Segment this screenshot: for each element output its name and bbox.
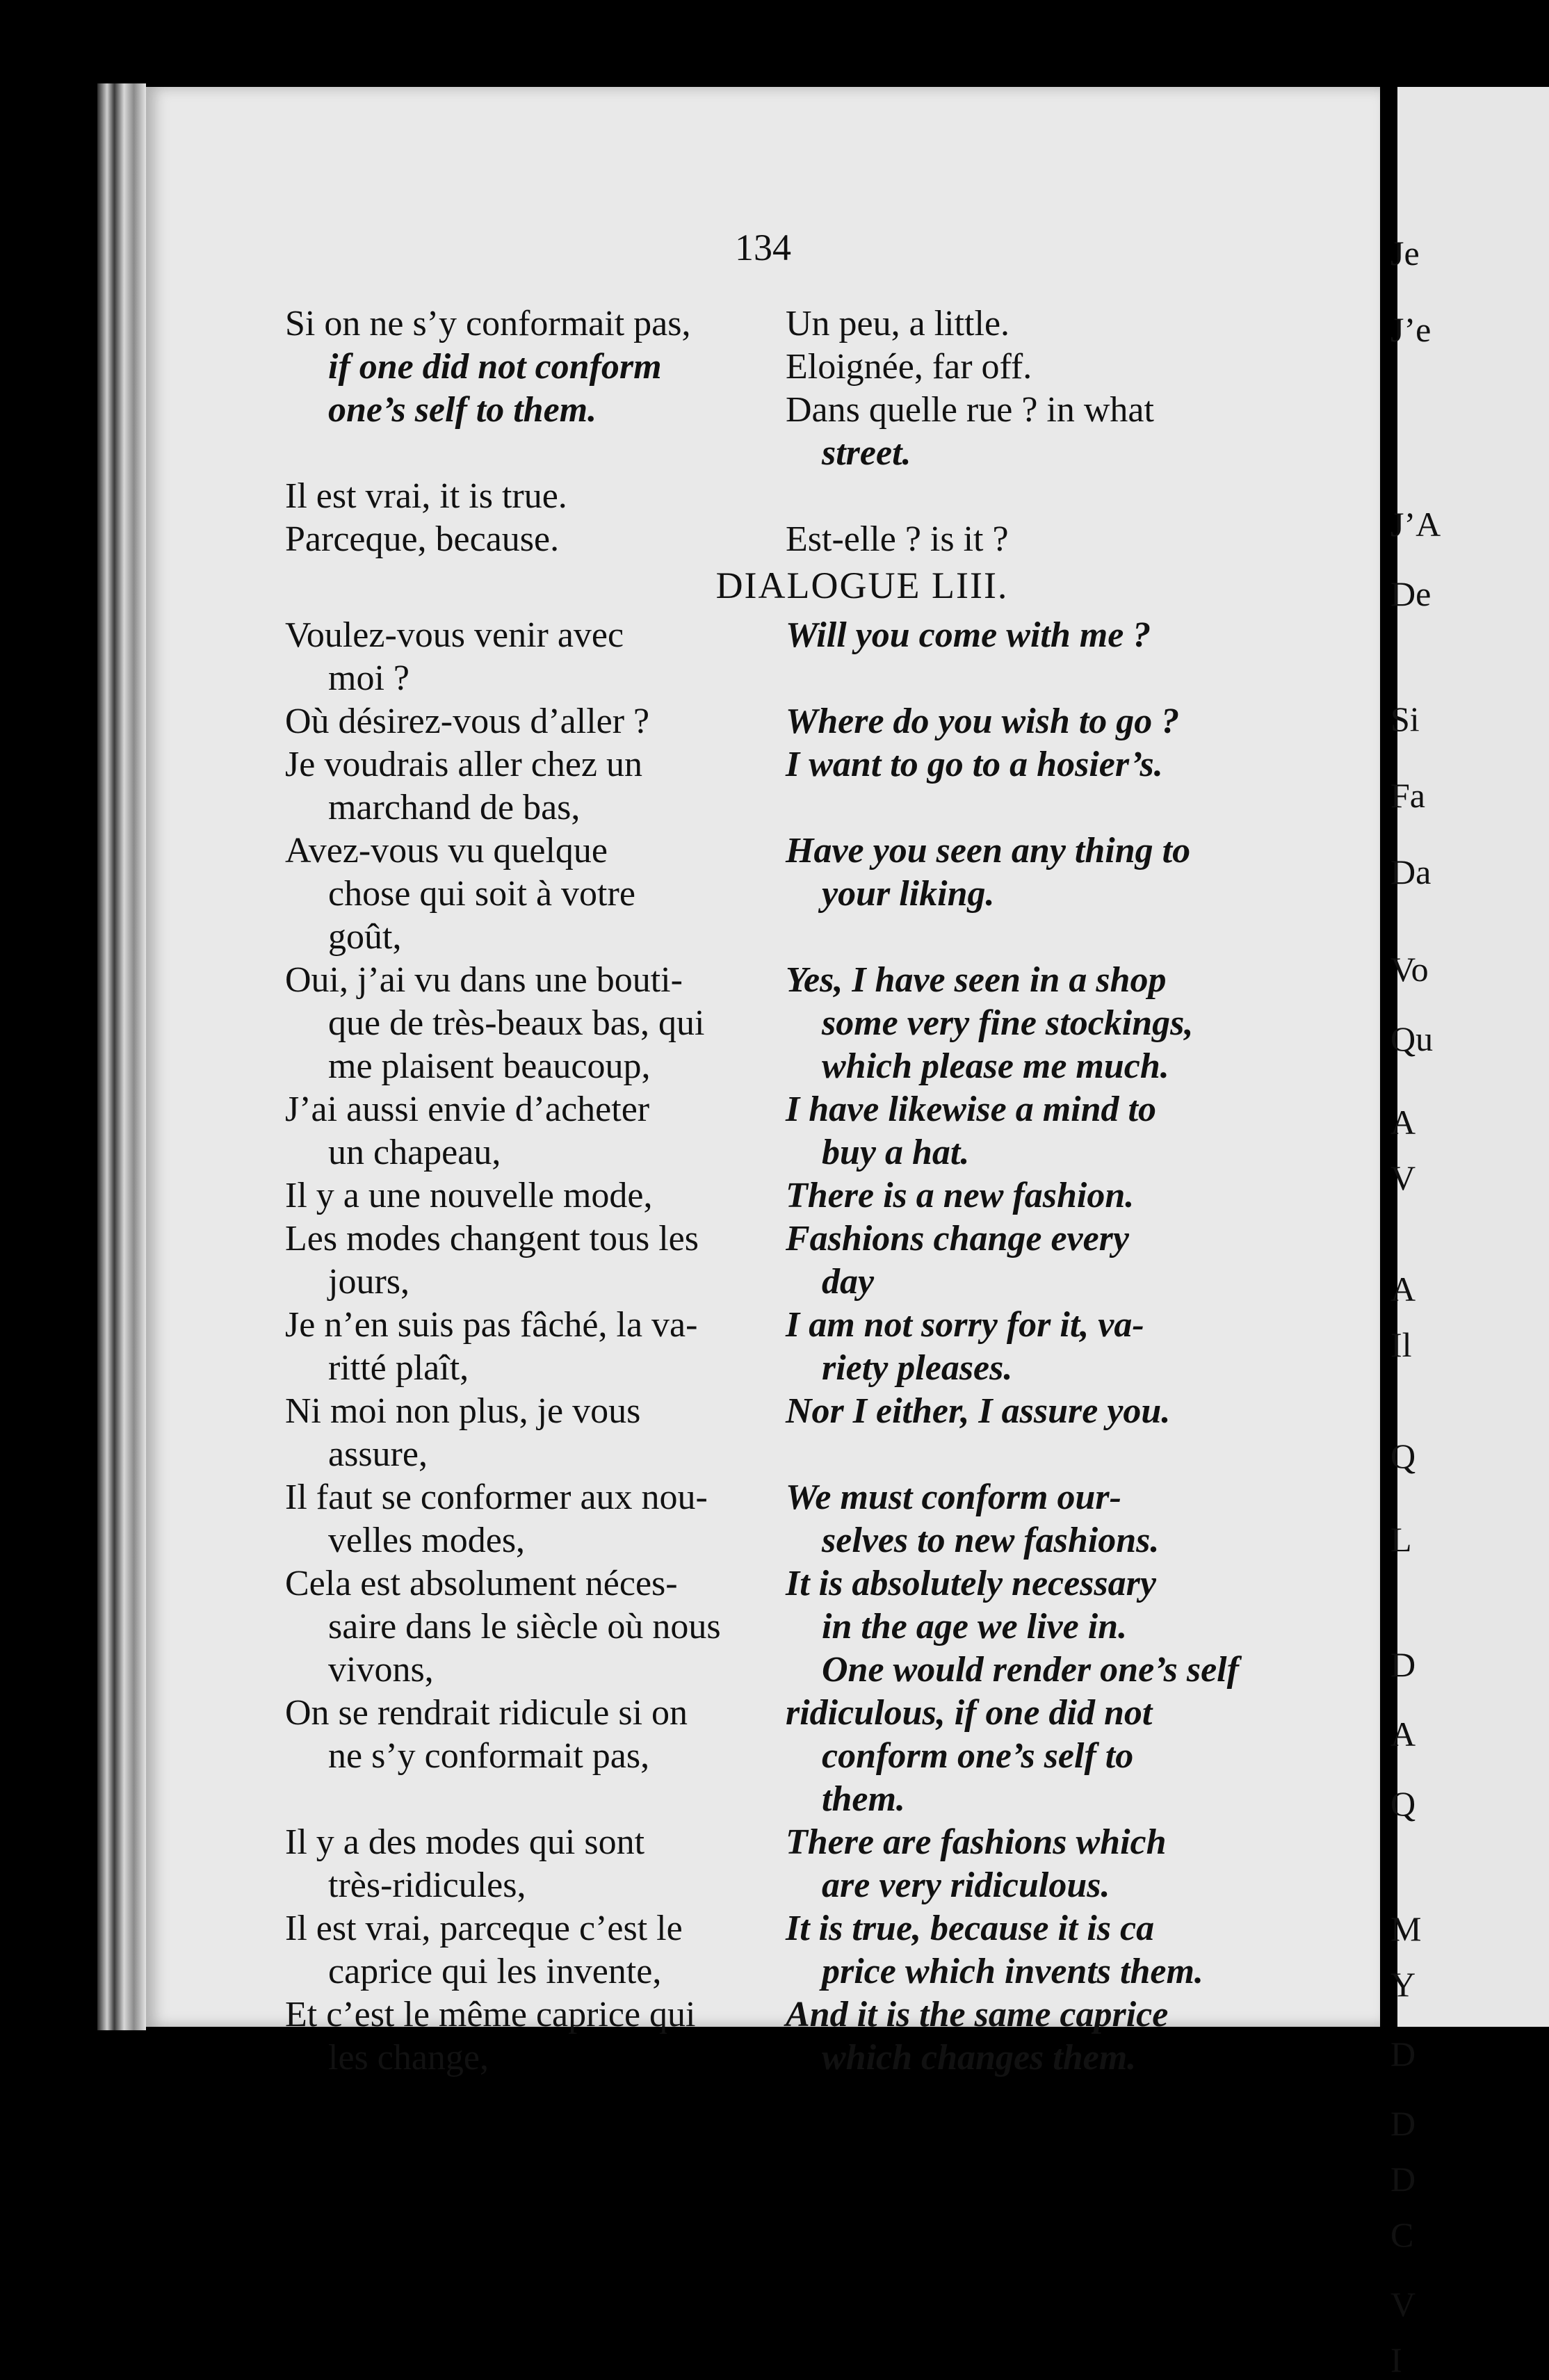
facing-page-fragment: Q <box>1390 1436 1416 1475</box>
facing-page-fragment: V <box>1390 1158 1416 1197</box>
french-line: Voulez-vous venir avec <box>285 615 624 655</box>
facing-page-fragment: Il <box>1390 1325 1412 1364</box>
dialogue-rows <box>285 614 1439 2080</box>
english-line: I am not sorry for it, va- <box>786 1305 1144 1345</box>
french-line: J’ai aussi envie d’acheter <box>285 1090 650 1129</box>
facing-page-fragment: Vo <box>1390 950 1429 989</box>
dialogue-row <box>285 1692 1439 1821</box>
dialogue-row <box>285 700 1439 743</box>
french-line: Il y a des modes qui sont <box>285 1822 645 1862</box>
dialogue-row <box>285 1562 1439 1692</box>
facing-page-fragment: M <box>1390 1909 1422 1948</box>
french-line: Il est vrai, parceque c’est le <box>285 1909 683 1948</box>
english-line: ridiculous, if one did not <box>786 1693 1153 1733</box>
dialogue-title: DIALOGUE LIII. <box>715 565 1009 606</box>
french-line: Les modes changent tous les <box>285 1219 699 1258</box>
french-line: les change, <box>328 2038 489 2078</box>
english-line: Nor I either, I assure you. <box>786 1391 1171 1431</box>
facing-page-fragment: De <box>1390 574 1432 613</box>
english-line: your liking. <box>822 874 995 914</box>
english-line: conform one’s self to <box>822 1736 1134 1776</box>
french-line: moi ? <box>328 658 409 698</box>
dialogue-row <box>285 743 1439 829</box>
french-line: Il y a une nouvelle mode, <box>285 1176 653 1215</box>
french-line: vivons, <box>328 1650 434 1690</box>
facing-page-fragment: Si <box>1390 699 1420 738</box>
facing-page-fragment: Q <box>1390 1784 1416 1823</box>
french-line: marchand de bas, <box>328 788 581 827</box>
text-line: Il est vrai, it is true. <box>285 476 567 516</box>
dialogue-row <box>285 1993 1439 2080</box>
dialogue-row <box>285 959 1439 1088</box>
text-line: Dans quelle rue ? in what <box>786 390 1154 430</box>
dialogue-text <box>285 302 1439 2080</box>
facing-page <box>1390 87 1549 2379</box>
english-line: which changes them. <box>822 2038 1137 2078</box>
facing-page-fragment: D <box>1390 2104 1416 2143</box>
dialogue-row <box>285 1476 1439 1562</box>
english-line: buy a hat. <box>822 1133 970 1172</box>
english-line: riety pleases. <box>822 1348 1013 1388</box>
english-line: in the age we live in. <box>822 1607 1128 1646</box>
english-line: Will you come with me ? <box>786 615 1151 655</box>
facing-page-fragment: Y <box>1390 1965 1416 2004</box>
facing-page-fragment: C <box>1390 2215 1414 2254</box>
french-line: assure, <box>328 1434 428 1474</box>
english-line: Have you seen any thing to <box>786 831 1191 871</box>
facing-page-fragment: A <box>1390 1715 1416 1754</box>
french-line: Ni moi non plus, je vous <box>285 1391 641 1431</box>
text-line: street. <box>822 433 911 473</box>
french-line: saire dans le siècle où nous <box>328 1607 721 1646</box>
dialogue-row <box>285 1907 1439 1993</box>
text-row <box>285 518 1439 561</box>
english-line: It is absolutely necessary <box>786 1564 1156 1603</box>
text-line: if one did not conform <box>328 347 662 387</box>
english-line: Yes, I have seen in a shop <box>786 960 1167 1000</box>
french-line: On se rendrait ridicule si on <box>285 1693 688 1733</box>
dialogue-row <box>285 1217 1439 1304</box>
french-line: Cela est absolument néces- <box>285 1564 678 1603</box>
french-line: ne s’y conformait pas, <box>328 1736 650 1776</box>
text-line: Si on ne s’y conformait pas, <box>285 304 691 343</box>
dialogue-row <box>285 1174 1439 1217</box>
text-line: Un peu, a little. <box>786 304 1010 343</box>
french-line: jours, <box>328 1262 409 1302</box>
french-line: me plaisent beaucoup, <box>328 1046 651 1086</box>
text-line: one’s self to them. <box>328 390 597 430</box>
french-line: très-ridicules, <box>328 1865 526 1905</box>
dialogue-row <box>285 614 1439 700</box>
french-line: Où désirez-vous d’aller ? <box>285 702 650 741</box>
text-line: Parceque, because. <box>285 519 560 559</box>
facing-page-fragment: I <box>1390 2340 1402 2379</box>
french-line: Il faut se conformer aux nou- <box>285 1478 708 1517</box>
english-line: I have likewise a mind to <box>786 1090 1156 1129</box>
page-number: 134 <box>735 227 791 268</box>
facing-page-fragment: A <box>1390 1270 1416 1309</box>
english-line: price which invents them. <box>822 1952 1203 1991</box>
facing-page-fragment: Fa <box>1390 776 1425 815</box>
facing-page-fragment: J’e <box>1390 310 1432 349</box>
facing-page-fragment: D <box>1390 2034 1416 2073</box>
english-line: selves to new fashions. <box>822 1521 1160 1560</box>
french-line: Je voudrais aller chez un <box>285 745 643 784</box>
text-row <box>285 475 1439 518</box>
english-line: I want to go to a hosier’s. <box>786 745 1163 784</box>
facing-page-fragment: A <box>1390 1103 1416 1142</box>
english-line: There is a new fashion. <box>786 1176 1135 1215</box>
facing-page-fragment: Je <box>1390 234 1420 273</box>
english-line: which please me much. <box>822 1046 1169 1086</box>
french-line: chose qui soit à votre <box>328 874 635 914</box>
text-line: Eloignée, far off. <box>786 347 1032 387</box>
dialogue-row <box>285 1390 1439 1476</box>
english-line: them. <box>822 1779 905 1819</box>
dialogue-row <box>285 829 1439 959</box>
facing-page-fragment: Da <box>1390 852 1432 891</box>
french-line: velles modes, <box>328 1521 526 1560</box>
book-spine <box>97 83 146 2030</box>
facing-page-fragment: D <box>1390 2160 1416 2199</box>
dialogue-row <box>285 1088 1439 1174</box>
facing-page-fragment: Qu <box>1390 1019 1434 1058</box>
dialogue-row <box>285 1821 1439 1907</box>
dialogue-row <box>285 1304 1439 1390</box>
french-line: Avez-vous vu quelque <box>285 831 608 871</box>
english-line: Where do you wish to go ? <box>786 702 1180 741</box>
english-line: We must conform our- <box>786 1478 1121 1517</box>
english-line: There are fashions which <box>786 1822 1167 1862</box>
facing-page-fragment: V <box>1390 2285 1416 2324</box>
french-line: Oui, j’ai vu dans une bouti- <box>285 960 683 1000</box>
facing-page-fragment: L <box>1390 1520 1412 1559</box>
french-line: ritté plaît, <box>328 1348 469 1388</box>
facing-page-fragment: D <box>1390 1645 1416 1684</box>
english-line: day <box>822 1262 875 1302</box>
french-line: un chapeau, <box>328 1133 501 1172</box>
french-line: Et c’est le même caprice qui <box>285 1995 696 2034</box>
english-line: some very fine stockings, <box>822 1003 1194 1043</box>
french-line: Je n’en suis pas fâché, la va- <box>285 1305 698 1345</box>
text-line: Est-elle ? is it ? <box>786 519 1009 559</box>
book-page <box>146 87 1380 2078</box>
french-line: goût, <box>328 917 402 957</box>
english-line: And it is the same caprice <box>786 1995 1169 2034</box>
french-line: caprice qui les invente, <box>328 1952 662 1991</box>
facing-page-fragment: J’A <box>1390 505 1441 544</box>
english-line: are very ridiculous. <box>822 1865 1110 1905</box>
english-line: Fashions change every <box>786 1219 1129 1258</box>
text-row <box>285 302 1439 475</box>
english-line: One would render one’s self <box>822 1650 1239 1690</box>
english-line: It is true, because it is ca <box>786 1909 1155 1948</box>
french-line: que de très-beaux bas, qui <box>328 1003 705 1043</box>
